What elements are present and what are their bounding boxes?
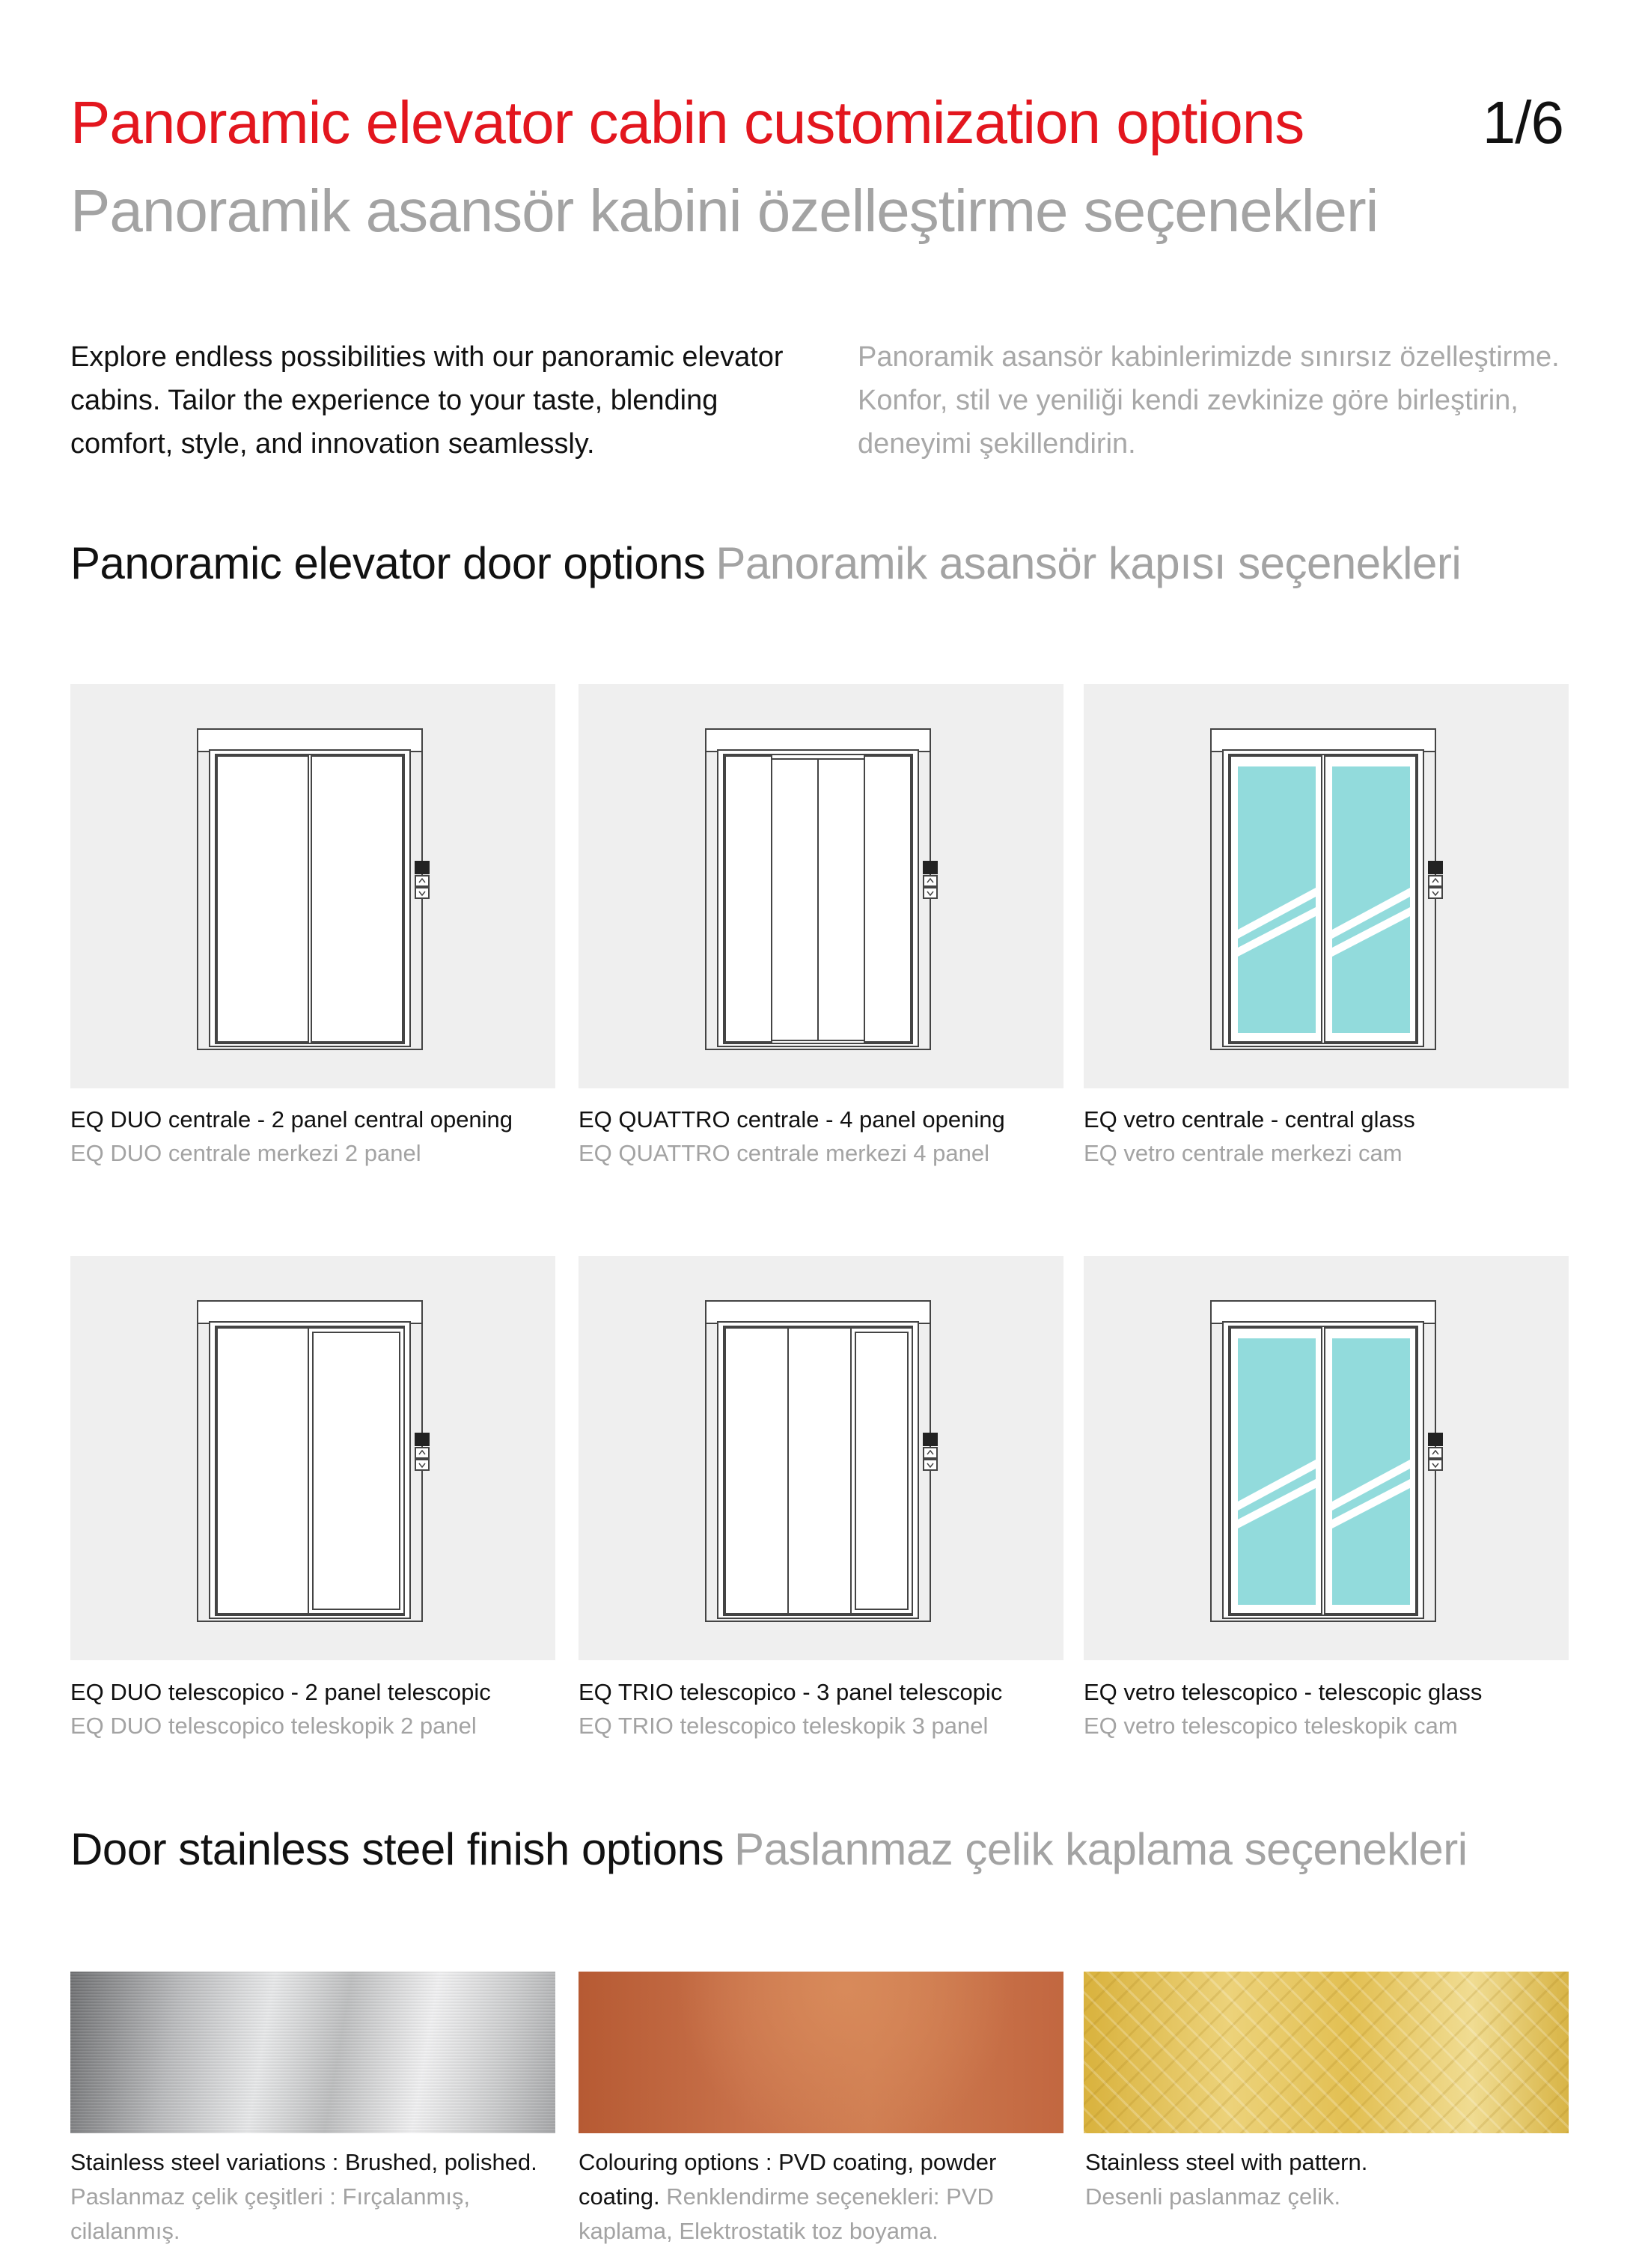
- brushed-steel-swatch: [70, 1972, 555, 2133]
- door-caption-tr: EQ vetro centrale merkezi cam: [1084, 1140, 1403, 1166]
- call-button-up: [924, 1448, 937, 1458]
- call-button-down: [1429, 1460, 1442, 1470]
- call-panel-display: [1428, 861, 1443, 874]
- finish-options-heading-tr: Paslanmaz çelik kaplama seçenekleri: [733, 1824, 1468, 1874]
- call-button-up: [415, 876, 429, 886]
- door-panel-3: [818, 759, 864, 1040]
- door-drawing-vetro-telescopic: [1084, 1256, 1569, 1660]
- door-caption-tr: EQ vetro telescopico teleskopik cam: [1084, 1713, 1458, 1739]
- call-button-down: [924, 1460, 937, 1470]
- door-header-beam: [1211, 1301, 1435, 1323]
- door-caption-tr: EQ DUO telescopico teleskopik 2 panel: [70, 1713, 477, 1739]
- door-card-vetro-telescopic: [1084, 1256, 1569, 1660]
- door-header-beam: [198, 729, 422, 752]
- call-button-down: [415, 888, 429, 898]
- page-title: Panoramic elevator cabin customization options: [70, 89, 1304, 156]
- call-button-up: [415, 1448, 429, 1458]
- door-drawing-vetro-central: [1084, 684, 1569, 1088]
- call-panel-display: [415, 861, 430, 874]
- door-card-duo-central: [70, 684, 555, 1088]
- finish-caption: [579, 2145, 1028, 2249]
- door-panel-fast: [308, 1328, 404, 1614]
- door-card-quattro-central: [579, 684, 1063, 1088]
- door-caption-en: EQ DUO telescopico - 2 panel telescopic: [70, 1679, 491, 1705]
- door-panel-1: [725, 1328, 788, 1614]
- door-card-vetro-central: [1084, 684, 1569, 1088]
- intro-text-en: Explore endless possibilities with our panoramic elevator cabins. Tailor the experience to your taste, blending comfort, style, and innovation seamlessly.: [70, 341, 784, 460]
- door-panel-slow: [217, 1328, 310, 1614]
- finish-caption-tr: Renklendirme seçenekleri: PVD kaplama, Elektrostatik toz boyama.: [579, 2183, 994, 2244]
- intro-text-tr: Panoramik asansör kabinlerimizde sınırsız özelleştirme. Konfor, stil ve yeniliği kendi zevkinize göre birleştirin, deneyimi şekillendirin.: [858, 341, 1560, 460]
- door-card-trio-telescopic: [579, 1256, 1063, 1660]
- door-caption-tr: EQ DUO centrale merkezi 2 panel: [70, 1140, 421, 1166]
- door-caption-en: EQ vetro telescopico - telescopic glass: [1084, 1679, 1483, 1705]
- door-caption-en: EQ TRIO telescopico - 3 panel telescopic: [579, 1679, 1003, 1705]
- door-caption-en: EQ vetro centrale - central glass: [1084, 1106, 1415, 1133]
- door-caption-tr: EQ QUATTRO centrale merkezi 4 panel: [579, 1140, 989, 1166]
- door-panel-3: [851, 1328, 912, 1614]
- door-header-beam: [198, 1301, 422, 1323]
- door-panel-left: [217, 756, 308, 1042]
- patterned-gold-swatch: [1084, 1972, 1569, 2133]
- door-panel-1: [725, 756, 772, 1042]
- door-card-duo-telescopic: [70, 1256, 555, 1660]
- door-caption-tr: EQ TRIO telescopico teleskopik 3 panel: [579, 1713, 989, 1739]
- door-drawing-duo-telescopic: [70, 1256, 555, 1660]
- door-options-heading-tr: Panoramik asansör kapısı seçenekleri: [715, 538, 1462, 588]
- finish-caption-en: Colouring options : PVD coating, powder coating.: [579, 2149, 997, 2210]
- finish-caption: [70, 2145, 564, 2249]
- finish-options-heading-en: Door stainless steel finish options: [70, 1824, 724, 1874]
- door-options-heading: [70, 537, 1461, 589]
- call-button-up: [924, 876, 937, 886]
- call-button-down: [924, 888, 937, 898]
- call-panel-display: [415, 1433, 430, 1446]
- door-caption-en: EQ QUATTRO centrale - 4 panel opening: [579, 1106, 1005, 1133]
- door-header-beam: [706, 1301, 930, 1323]
- finish-options-heading: [70, 1823, 1468, 1875]
- door-header-beam: [706, 729, 930, 752]
- page-subtitle: Panoramik asansör kabini özelleştirme seçenekleri: [70, 177, 1379, 244]
- finish-caption-tr: Paslanmaz çelik çeşitleri : Fırçalanmış, cilalanmış.: [70, 2183, 471, 2244]
- door-options-heading-en: Panoramic elevator door options: [70, 538, 706, 588]
- door-caption-en: EQ DUO centrale - 2 panel central opening: [70, 1106, 513, 1133]
- call-panel-display: [923, 1433, 938, 1446]
- door-panel-right: [311, 756, 403, 1042]
- door-drawing-trio-telescopic: [579, 1256, 1063, 1660]
- finish-caption-tr: Desenli paslanmaz çelik.: [1085, 2183, 1341, 2210]
- finish-caption-en: Stainless steel with pattern.: [1085, 2149, 1368, 2175]
- finish-caption-en: Stainless steel variations : Brushed, polished.: [70, 2149, 537, 2175]
- door-panel-2: [772, 759, 818, 1040]
- door-panel-4: [864, 756, 911, 1042]
- call-panel-display: [923, 861, 938, 874]
- page-number: 1/6: [1482, 89, 1563, 156]
- door-header-beam: [1211, 729, 1435, 752]
- door-drawing-quattro-central: [579, 684, 1063, 1088]
- call-button-down: [415, 1460, 429, 1470]
- call-button-down: [1429, 888, 1442, 898]
- door-panel-2: [788, 1328, 851, 1614]
- finish-caption: [1085, 2145, 1579, 2214]
- pvd-copper-swatch: [579, 1972, 1063, 2133]
- call-button-up: [1429, 1448, 1442, 1458]
- door-drawing-duo-central: [70, 684, 555, 1088]
- call-panel-display: [1428, 1433, 1443, 1446]
- call-button-up: [1429, 876, 1442, 886]
